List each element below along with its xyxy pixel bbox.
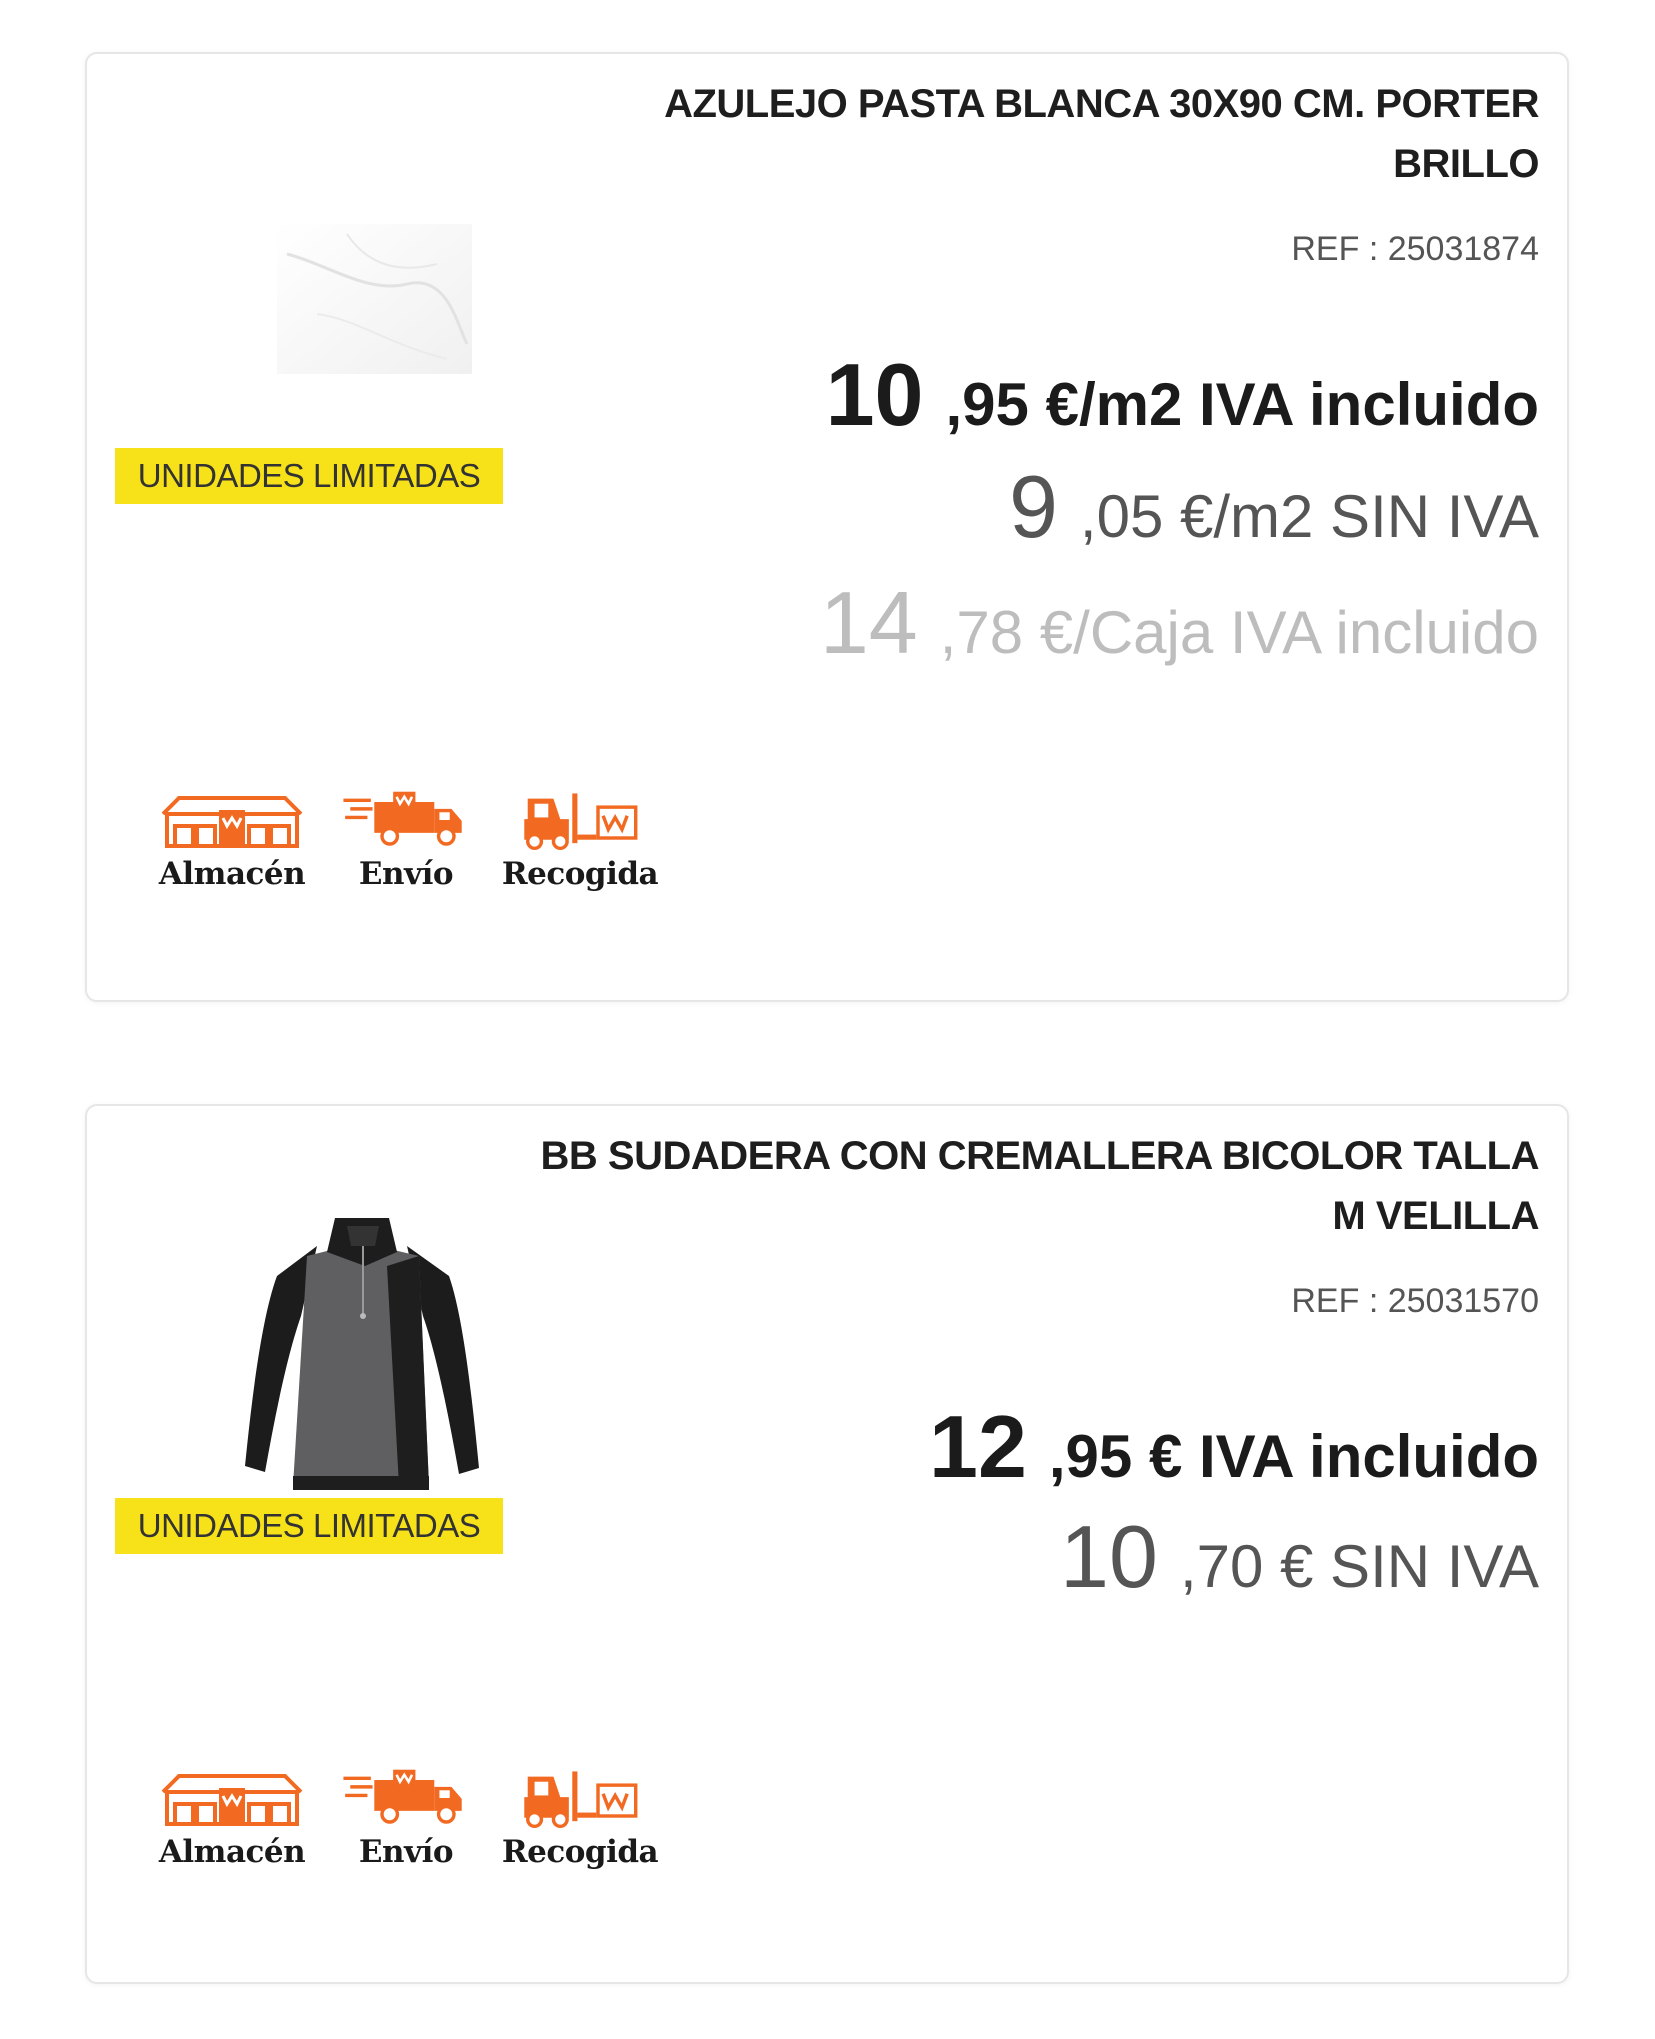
service-delivery — [331, 790, 481, 892]
product-title[interactable]: BB SUDADERA CON CREMALLERA BICOLOR TALLA M VELILLA — [540, 1134, 1539, 1238]
price-per-box — [539, 572, 1539, 674]
limited-units-badge: UNIDADES LIMITADAS — [115, 448, 503, 504]
price-without-iva — [539, 1506, 1539, 1608]
price-with-iva — [539, 1396, 1539, 1498]
price-decimal-unit: ,95 €/m2 IVA incluido — [945, 371, 1539, 438]
warehouse-icon — [157, 790, 307, 850]
service-warehouse — [157, 790, 307, 892]
service-warehouse — [157, 1768, 307, 1870]
service-label: Almacén — [158, 856, 306, 892]
delivery-truck-icon — [331, 1768, 481, 1828]
price-integer: 10 — [1060, 1507, 1158, 1606]
product-card-tile[interactable] — [85, 52, 1569, 1002]
price-decimal-unit: ,95 € IVA incluido — [1048, 1423, 1539, 1490]
price-with-iva — [539, 344, 1539, 446]
service-options — [157, 1768, 659, 1870]
forklift-icon — [505, 1768, 655, 1828]
two-tone-zip-sweatshirt-image — [167, 1206, 527, 1536]
product-ref: REF : 25031570 — [1291, 1282, 1539, 1320]
price-integer: 10 — [825, 345, 924, 444]
service-pickup — [501, 790, 659, 892]
price-decimal-unit: ,70 € SIN IVA — [1179, 1533, 1539, 1600]
service-options — [157, 790, 659, 892]
limited-units-badge: UNIDADES LIMITADAS — [115, 1498, 503, 1554]
product-image[interactable] — [167, 144, 527, 404]
white-marble-tile-image — [167, 144, 527, 404]
delivery-truck-icon — [331, 790, 481, 850]
product-card-sweatshirt[interactable] — [85, 1104, 1569, 1984]
price-without-iva — [539, 456, 1539, 558]
service-pickup — [501, 1768, 659, 1870]
price-integer: 12 — [929, 1397, 1027, 1496]
service-label: Envío — [358, 856, 454, 892]
service-label: Envío — [358, 1834, 454, 1870]
price-decimal-unit: ,05 €/m2 SIN IVA — [1079, 483, 1539, 550]
price-integer: 9 — [1008, 457, 1058, 556]
service-label: Recogida — [501, 856, 659, 892]
service-label: Almacén — [158, 1834, 306, 1870]
warehouse-icon — [157, 1768, 307, 1828]
price-integer: 14 — [819, 573, 918, 672]
price-decimal-unit: ,78 €/Caja IVA incluido — [939, 599, 1539, 666]
service-delivery — [331, 1768, 481, 1870]
forklift-icon — [505, 790, 655, 850]
product-title[interactable]: AZULEJO PASTA BLANCA 30X90 CM. PORTER BRILLO — [664, 82, 1539, 186]
product-ref: REF : 25031874 — [1291, 230, 1539, 268]
service-label: Recogida — [501, 1834, 659, 1870]
